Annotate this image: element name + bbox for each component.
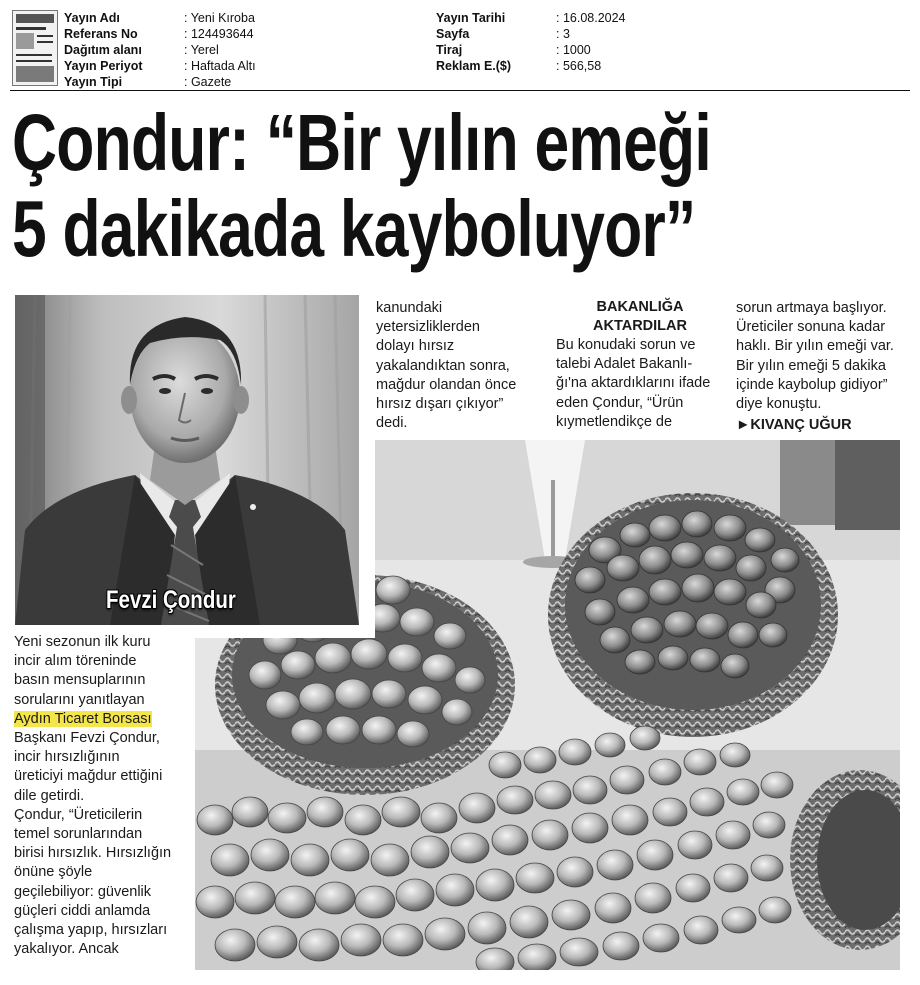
text-line: Çondur, “Üreticilerin — [14, 806, 143, 823]
text-line: güçleri ciddi anlamda — [14, 902, 151, 919]
meta-value: : Yeni Kıroba — [184, 10, 255, 26]
text-line: geçilebiliyor: güvenlik — [14, 883, 152, 900]
meta-label: Referans No — [64, 27, 138, 41]
meta-label: Sayfa — [436, 27, 470, 41]
text-line: dile getirdi. — [14, 787, 85, 804]
text-line: temel sorunlarından — [14, 826, 143, 843]
meta-row — [436, 58, 626, 74]
text-line: çalışma yapıp, hırsızları — [14, 922, 168, 939]
headline-line: 5 dakikada kayboluyor” — [12, 184, 696, 273]
meta-row — [64, 10, 256, 26]
article-column-3 — [556, 298, 724, 432]
meta-label: Dağıtım alanı — [64, 43, 142, 57]
portrait-photo — [15, 295, 359, 625]
article-column-1 — [14, 633, 194, 959]
text-line: yetersizliklerden — [376, 319, 480, 336]
meta-value: : 1000 — [556, 42, 591, 58]
text-line: sorularını yanıtlayan — [14, 691, 145, 708]
text-line: yakalıyor. Ancak — [14, 941, 119, 958]
text-line: basın mensuplarının — [14, 672, 146, 689]
publication-info-left — [64, 10, 256, 90]
text-line — [14, 710, 194, 729]
text-line: incir hırsızlığının — [14, 749, 120, 766]
text-line: haklı. Bir yılın emeği var. — [736, 338, 894, 355]
meta-row — [64, 26, 256, 42]
text-line: sorun artmaya başlıyor. — [736, 300, 887, 316]
section-subheading: BAKANLIĞA — [596, 299, 684, 315]
text-line: talebi Adalet Bakanlı- — [556, 356, 693, 373]
highlighted-organization: Aydın Ticaret Borsası — [14, 710, 152, 727]
article-headline — [12, 100, 714, 272]
meta-value: : Gazete — [184, 74, 231, 90]
meta-row — [436, 10, 626, 26]
meta-row — [436, 42, 626, 58]
text-line: kıymetlendikçe de — [556, 413, 673, 430]
publication-thumbnail — [12, 10, 58, 86]
text-line: kanundaki — [376, 300, 443, 316]
meta-value: : 16.08.2024 — [556, 10, 626, 26]
text-line: içinde kaybolup gidiyor” — [736, 376, 888, 393]
meta-label: Yayın Tarihi — [436, 11, 506, 25]
text-line: diye konuştu. — [736, 396, 822, 413]
article-column-4 — [736, 299, 908, 435]
headline-line: Çondur: “Bir yılın emeği — [12, 98, 711, 187]
meta-label: Yayın Adı — [64, 11, 120, 25]
meta-row — [64, 74, 256, 90]
text-line: önüne şöyle — [14, 864, 93, 881]
article-column-2 — [376, 299, 551, 433]
text-line: üreticiyi mağdur ettiğini — [14, 768, 163, 785]
text-line: yakalandıktan sonra, — [376, 357, 510, 374]
text-line: mağdur olandan önce — [376, 376, 517, 393]
text-line: dedi. — [376, 415, 408, 432]
text-line: Yeni sezonun ilk kuru — [14, 634, 151, 650]
text-line: dolayı hırsız — [376, 338, 455, 355]
meta-label: Yayın Tipi — [64, 75, 123, 89]
text-line: Bu konudaki sorun ve — [556, 337, 696, 353]
meta-row — [436, 26, 626, 42]
portrait-illustration — [15, 295, 359, 625]
text-line: ğı'na aktardıklarını ifade — [556, 375, 711, 392]
text-line: hırsız dışarı çıkıyor” — [376, 396, 504, 413]
text-line: Bir yılın emeği 5 dakika — [736, 357, 886, 374]
meta-row — [64, 42, 256, 58]
meta-value: : Yerel — [184, 42, 219, 58]
meta-value: : 3 — [556, 26, 570, 42]
meta-label: Yayın Periyot — [64, 59, 143, 73]
meta-value: : 566,58 — [556, 58, 601, 74]
meta-value: : Haftada Altı — [184, 58, 256, 74]
meta-value: : 124493644 — [184, 26, 254, 42]
photo-caption: Fevzi Çondur — [106, 586, 236, 614]
meta-label: Tiraj — [436, 43, 463, 57]
header-divider — [10, 90, 910, 91]
meta-label: Reklam E.($) — [436, 59, 512, 73]
text-line: eden Çondur, “Ürün — [556, 394, 684, 411]
text-line: birisi hırsızlık. Hırsızlığın — [14, 845, 172, 862]
text-line: incir alım töreninde — [14, 653, 137, 670]
text-line: Üreticiler sonuna kadar — [736, 319, 886, 336]
publication-info-right — [436, 10, 626, 74]
section-subheading: AKTARDILAR — [593, 318, 687, 334]
text-line: Başkanı Fevzi Çondur, — [14, 730, 160, 747]
meta-row — [64, 58, 256, 74]
author-byline: ►KIVANÇ UĞUR — [736, 417, 852, 434]
